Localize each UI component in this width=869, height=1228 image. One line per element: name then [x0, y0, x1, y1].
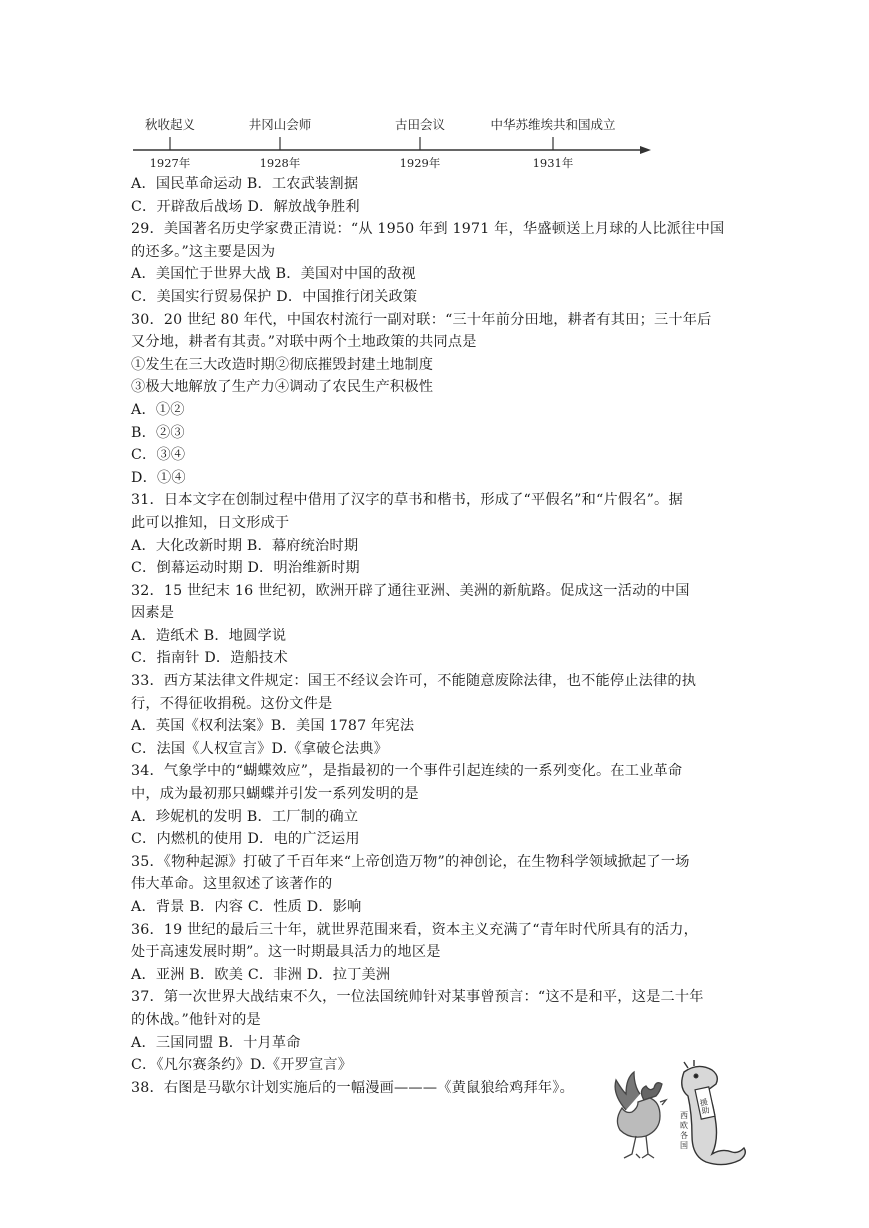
rooster-icon	[615, 1072, 666, 1158]
text-line: 37．第一次世界大战结束不久，一位法国统帅针对某事曾预言：“这不是和平，这是二十年	[131, 989, 704, 1006]
text-line: 处于高速发展时期”。这一时期最具活力的地区是	[131, 944, 441, 961]
text-line: 行，不得征收捐税。这份文件是	[131, 695, 333, 712]
question-text	[131, 173, 831, 1099]
text-line: C．指南针 D．造船技术	[131, 650, 288, 667]
text-line: 33．西方某法律文件规定：国王不经议会许可，不能随意废除法律，也不能停止法律的执	[131, 673, 697, 690]
cartoon-side-char: 各	[680, 1131, 688, 1140]
text-line: A．造纸术 B．地圆学说	[131, 627, 287, 644]
cartoon-weasel-rooster-image	[606, 1060, 756, 1170]
timeline-year-label: 1927年	[149, 156, 191, 170]
cartoon-side-char: 西	[680, 1111, 688, 1120]
text-line: C．美国实行贸易保护 D．中国推行闭关政策	[131, 288, 418, 305]
text-line: A．大化改新时期 B．幕府统治时期	[131, 537, 359, 554]
text-line: 38．右图是马歇尔计划实施后的一幅漫画———《黄鼠狼给鸡拜年》。	[131, 1079, 574, 1096]
text-line: A．美国忙于世界大战 B．美国对中国的敌视	[131, 266, 416, 283]
text-line: 34．气象学中的“蝴蝶效应”，是指最初的一个事件引起连续的一系列变化。在工业革命	[131, 763, 683, 780]
text-line: A．珍妮机的发明 B．工厂制的确立	[131, 808, 359, 825]
text-line: A．亚洲 B．欧美 C．非洲 D．拉丁美洲	[131, 966, 391, 983]
timeline-event-label: 古田会议	[394, 117, 446, 132]
text-line: D．①④	[131, 469, 186, 486]
text-line: ①发生在三大改造时期②彻底摧毁封建土地制度	[131, 356, 434, 373]
text-line: 中，成为最初那只蝴蝶并引发一系列发明的是	[131, 786, 419, 803]
cartoon-side-char: 欧	[680, 1121, 688, 1130]
text-line: C．《凡尔赛条约》D.《开罗宣言》	[131, 1057, 353, 1074]
cartoon-side-char: 国	[680, 1141, 688, 1150]
text-line: 30．20 世纪 80 年代，中国农村流行一副对联：“三十年前分田地，耕者有其田；三十年后	[131, 311, 712, 328]
timeline-event-label: 中华苏维埃共和国成立	[490, 117, 616, 132]
text-line: C．开辟敌后战场 D．解放战争胜利	[131, 198, 360, 215]
timeline-year-label: 1931年	[532, 156, 574, 170]
text-line: 因素是	[131, 605, 175, 622]
text-line: C．内燃机的使用 D．电的广泛运用	[131, 831, 360, 848]
text-line: C．倒幕运动时期 D．明治维新时期	[131, 560, 360, 577]
text-line: B．②③	[131, 424, 185, 441]
text-line: A．①②	[131, 401, 185, 418]
text-line: ③极大地解放了生产力④调动了农民生产积极性	[131, 379, 434, 396]
text-line: 31．日本文字在创制过程中借用了汉字的草书和楷书，形成了“平假名”和“片假名”。据	[131, 492, 683, 509]
text-line: 35．《物种起源》打破了千百年来“上帝创造万物”的神创论，在生物科学领域掀起了一场	[131, 853, 690, 870]
aid-sign-text: 援助	[698, 1097, 711, 1115]
text-line: A．国民革命运动 B．工农武装割据	[131, 176, 359, 192]
timeline-arrow-icon	[640, 146, 651, 154]
text-line: 36．19 世纪的最后三十年，就世界范围来看，资本主义充满了“青年时代所具有的活力，	[131, 921, 699, 938]
timeline-year-label: 1928年	[259, 156, 301, 170]
text-line: A．背景 B．内容 C．性质 D．影响	[131, 899, 362, 915]
text-line: C．③④	[131, 447, 186, 464]
text-line: 此可以推知，日文形成于	[131, 514, 290, 531]
text-line: 的休战。”他针对的是	[131, 1011, 261, 1028]
text-line: 的还多。”这主要是因为	[131, 243, 276, 260]
text-line: 又分地，耕者有其责。”对联中两个土地政策的共同点是	[131, 334, 477, 351]
text-line: A．三国同盟 B．十月革命	[131, 1034, 301, 1051]
text-line: 伟大革命。这里叙述了该著作的	[131, 876, 333, 893]
text-line: 29．美国著名历史学家费正清说：“从 1950 年到 1971 年，华盛顿送上月球的人比派往中国	[131, 221, 725, 238]
timeline-event-label: 井冈山会师	[248, 117, 312, 132]
text-line: 32．15 世纪末 16 世纪初，欧洲开辟了通往亚洲、美洲的新航路。促成这一活动的中国	[131, 582, 690, 599]
timeline-event-label: 秋收起义	[144, 117, 196, 132]
timeline-year-label: 1929年	[399, 156, 441, 170]
text-line: A．英国《权利法案》B．美国 1787 年宪法	[131, 718, 415, 735]
timeline-figure	[125, 110, 665, 172]
text-line: C．法国《人权宣言》D.《拿破仑法典》	[131, 740, 389, 757]
